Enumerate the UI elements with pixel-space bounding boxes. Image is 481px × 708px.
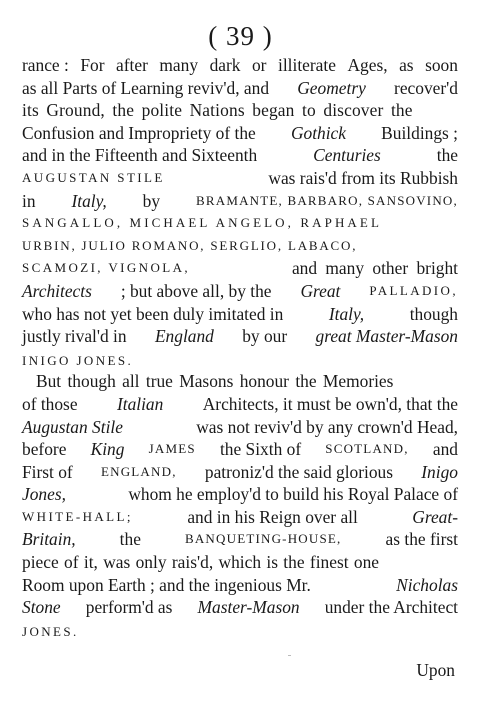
- text-line: JONES.: [22, 623, 79, 639]
- text-line: URBIN, JULIO ROMANO, SERGLIO, LABACO,: [22, 237, 358, 253]
- catchword: Upon: [416, 660, 455, 680]
- text-line: before King JAMES the Sixth of SCOTLAND, and: [22, 439, 458, 460]
- body-text: [22, 54, 458, 641]
- text-line: in Italy, by BRAMANTE, BARBARO, SANSOVINO,: [22, 190, 458, 211]
- text-line: SCAMOZI, VIGNOLA, and many other bright: [22, 258, 458, 279]
- text-line: Augustan Stile was not reviv'd by any crown'd Head,: [22, 416, 458, 437]
- text-line: But though all true Masons honour the Memories: [36, 371, 394, 392]
- text-line: AUGUSTAN STILE was rais'd from its Rubbish: [22, 167, 458, 188]
- text-line: of those Italian Architects, it must be own'd, that the: [22, 393, 458, 414]
- text-line: WHITE-HALL; and in his Reign over all Great-: [22, 506, 458, 527]
- print-mark: [288, 655, 291, 656]
- text-line: justly rival'd in England by our great Master-Mason: [22, 326, 458, 347]
- text-line: Jones, whom he employ'd to build his Royal Palace of: [22, 484, 458, 505]
- text-line: Confusion and Impropriety of the Gothick Buildings ;: [22, 122, 458, 143]
- text-line: SANGALLO, MICHAEL ANGELO, RAPHAEL: [22, 215, 383, 231]
- text-line: as all Parts of Learning reviv'd, and Geometry recover'd: [22, 77, 458, 98]
- page-number: ( 39 ): [208, 21, 273, 51]
- text-line: First of ENGLAND, patroniz'd the said glorious Inigo: [22, 461, 458, 482]
- text-line: its Ground, the polite Nations began to discover the: [22, 100, 413, 121]
- text-line: Room upon Earth ; and the ingenious Mr. Nicholas: [22, 574, 458, 595]
- text-line: and in the Fifteenth and Sixteenth Centuries the: [22, 145, 458, 166]
- text-line: piece of it, was only rais'd, which is the finest one: [22, 552, 379, 573]
- text-line: rance : For after many dark or illiterate Ages, as soon: [22, 55, 458, 75]
- text-line: Architects ; but above all, by the Great PALLADIO,: [22, 280, 458, 301]
- text-line: Britain, the BANQUETING-HOUSE, as the first: [22, 529, 458, 550]
- text-line: who has not yet been duly imitated in Italy, though: [22, 303, 458, 324]
- text-line: Stone perform'd as Master-Mason under the Architect: [22, 597, 458, 618]
- text-line: INIGO JONES.: [22, 352, 134, 368]
